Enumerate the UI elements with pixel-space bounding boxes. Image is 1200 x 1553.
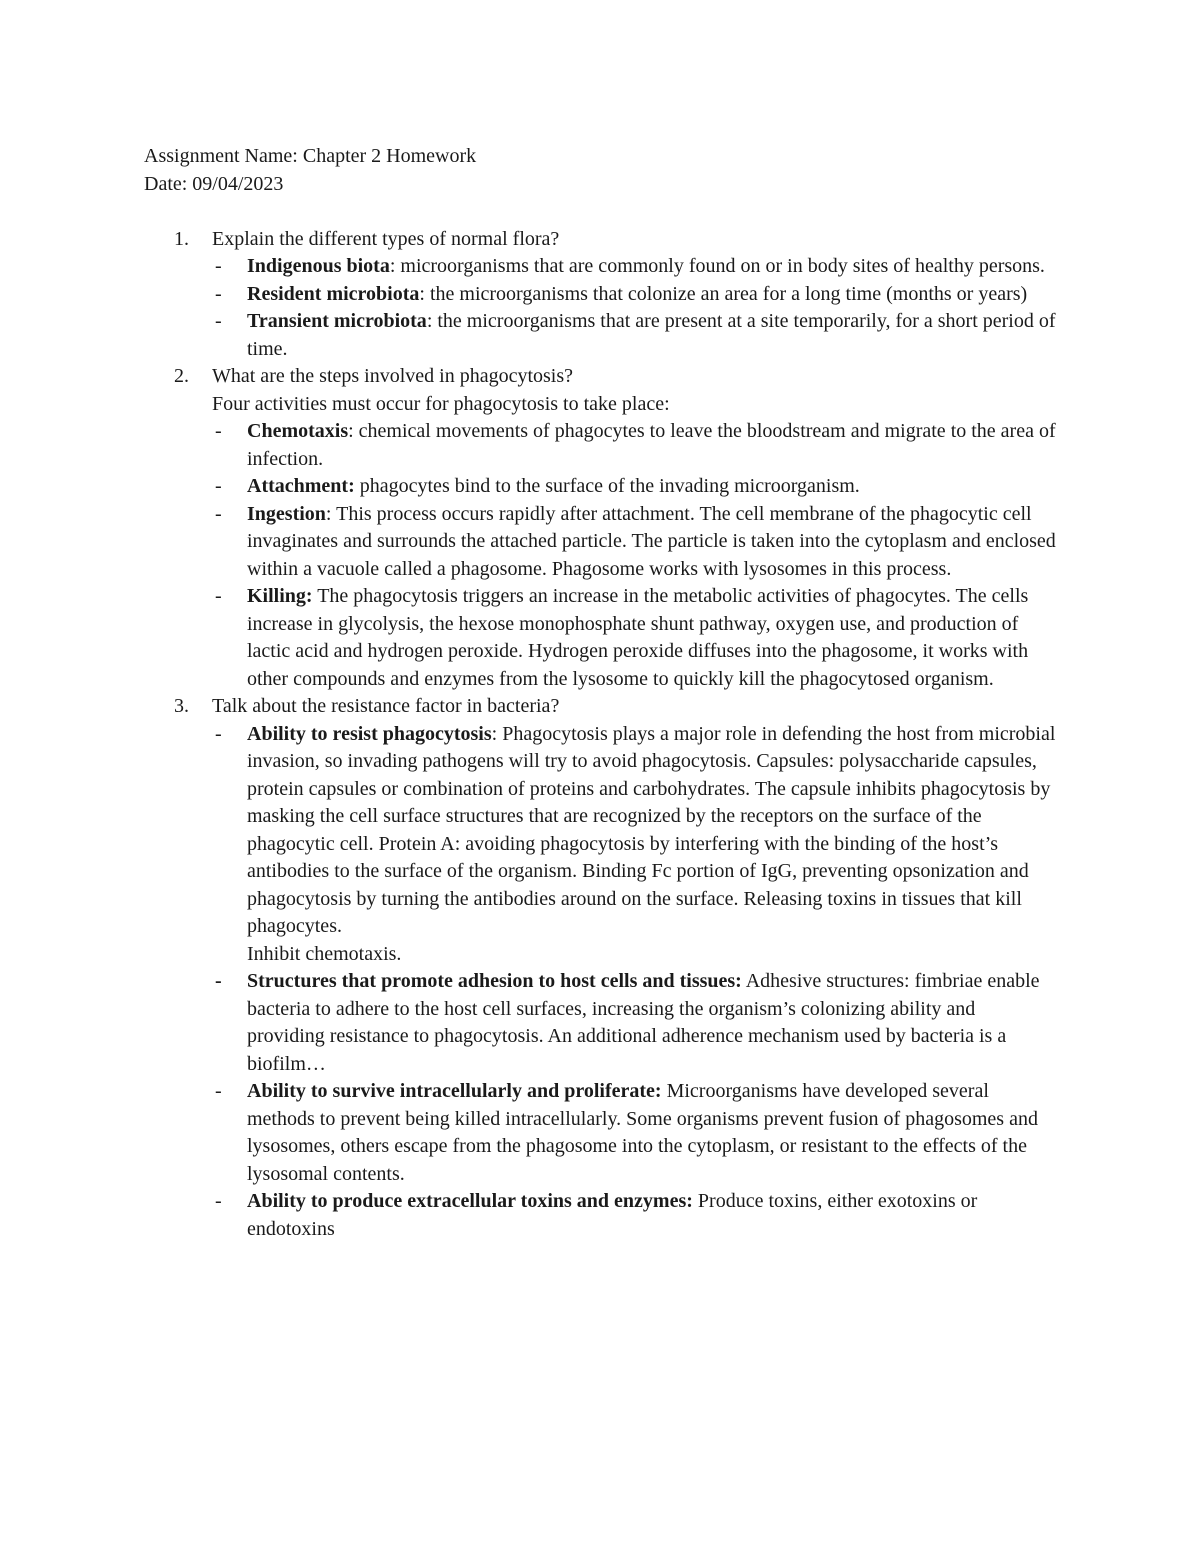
bullet-item (144, 501, 1056, 584)
dash-marker: - (215, 585, 222, 607)
question-2 (144, 363, 1056, 418)
bullet-text: The phagocytosis triggers an increase in the metabolic activities of phagocytes. The cells increase in glycolysis, the hexose monophosphate shunt pathway, oxygen use, and production of lactic acid and hydrogen peroxide. Hydrogen peroxide diffuses into the phagosome, it works with other compounds and enzymes from the lysosome to quickly kill the phagocytosed organism. (247, 585, 1029, 690)
dash-marker: - (215, 475, 222, 497)
dash-marker: - (215, 255, 222, 277)
bullet-item (144, 473, 1056, 501)
bullet-term: Ability to produce extracellular toxins and enzymes: (247, 1190, 693, 1212)
bullet-text: Microorganisms have developed several methods to prevent being killed intracellularly. Some organisms prevent fusion of phagosomes and lysosomes, others escape from the phagosome into the cytoplasm, or resistant to the effects of the lysosomal contents. (247, 1080, 1038, 1185)
bullet-term: Killing: (247, 585, 313, 607)
bullet-text: Adhesive structures: fimbriae enable bacteria to adhere to the host cell surfaces, increasing the organism’s colonizing ability and providing resistance to phagocytosis. An additional adherence mechanism used by bacteria is a biofilm… (247, 970, 1040, 1075)
bullet-item (144, 721, 1056, 941)
question-intro: Four activities must occur for phagocytosis to take place: (212, 392, 670, 415)
dash-marker: - (215, 1190, 222, 1212)
bullet-term: Ingestion (247, 502, 326, 525)
bullet-item (144, 583, 1056, 693)
bullet-term: Chemotaxis (247, 420, 349, 442)
blank-line (144, 198, 1056, 226)
dash-marker: - (215, 502, 222, 525)
dash-marker: - (215, 282, 222, 305)
question-text: What are the steps involved in phagocytosis? (212, 365, 574, 387)
bullet-text: Produce toxins, either exotoxins or endotoxins (247, 1190, 978, 1240)
dash-marker: - (215, 420, 222, 442)
bullet-item (144, 968, 1056, 1078)
bullet-item (144, 308, 1056, 363)
question-number: 3. (174, 695, 189, 717)
question-number: 1. (174, 227, 189, 250)
bullet-term: Ability to survive intracellularly and proliferate: (247, 1080, 662, 1102)
bullet-text: : microorganisms that are commonly found on or in body sites of healthy persons. (389, 255, 1045, 277)
dash-marker: - (215, 722, 222, 745)
question-1 (144, 226, 1056, 254)
bullet-term: Indigenous biota (247, 255, 390, 277)
dash-marker: - (215, 310, 222, 332)
bullet-item (144, 281, 1056, 309)
bullet-text: phagocytes bind to the surface of the invading microorganism. (354, 475, 860, 497)
bullet-text: : the microorganisms that colonize an area for a long time (months or years) (419, 282, 1028, 305)
question-number: 2. (174, 365, 189, 387)
bullet-item (144, 418, 1056, 473)
document-page (144, 143, 1056, 1243)
dash-marker: - (215, 970, 222, 992)
bullet-term: Attachment: (247, 475, 355, 497)
bullet-item (144, 1188, 1056, 1243)
bullet-text: : the microorganisms that are present at a site temporarily, for a short period of time. (247, 310, 1056, 360)
question-text: Explain the different types of normal flora? (212, 227, 560, 250)
bullet-term: Ability to resist phagocytosis (247, 722, 492, 745)
question-text: Talk about the resistance factor in bacteria? (212, 695, 560, 717)
bullet-term: Transient microbiota (247, 310, 427, 332)
assignment-date: Date: 09/04/2023 (144, 172, 284, 195)
dash-marker: - (215, 1080, 222, 1102)
assignment-name: Assignment Name: Chapter 2 Homework (144, 145, 477, 167)
bullet-item (144, 253, 1056, 281)
bullet-item (144, 1078, 1056, 1188)
bullet-text: : Phagocytosis plays a major role in defending the host from microbial invasion, so invading pathogens will try to avoid phagocytosis. Capsules: polysaccharide capsules, protein capsules or combination of proteins and carbohydrates. The capsule inhibits phagocytosis by masking the cell surface structures that are recognized by the receptors on the surface of the phagocytic cell. Protein A: avoiding phagocytosis by interfering with the binding of the host’s antibodies to the surface of the organism. Binding Fc portion of IgG, preventing opsonization and phagocytosis by turning the antibodies around on the surface. Releasing toxins in tissues that kill phagocytes. (247, 722, 1056, 937)
bullet-term: Resident microbiota (247, 282, 420, 305)
bullet-term: Structures that promote adhesion to host cells and tissues: (247, 970, 742, 992)
bullet-text: : This process occurs rapidly after attachment. The cell membrane of the phagocytic cell invaginates and surrounds the attached particle. The particle is taken into the cytoplasm and enclosed within a vacuole called a phagosome. Phagosome works with lysosomes in this process. (247, 502, 1056, 580)
bullet-text: : chemical movements of phagocytes to leave the bloodstream and migrate to the area of infection. (247, 420, 1056, 470)
bullet-continuation: Inhibit chemotaxis. (247, 942, 402, 965)
question-3 (144, 693, 1056, 721)
